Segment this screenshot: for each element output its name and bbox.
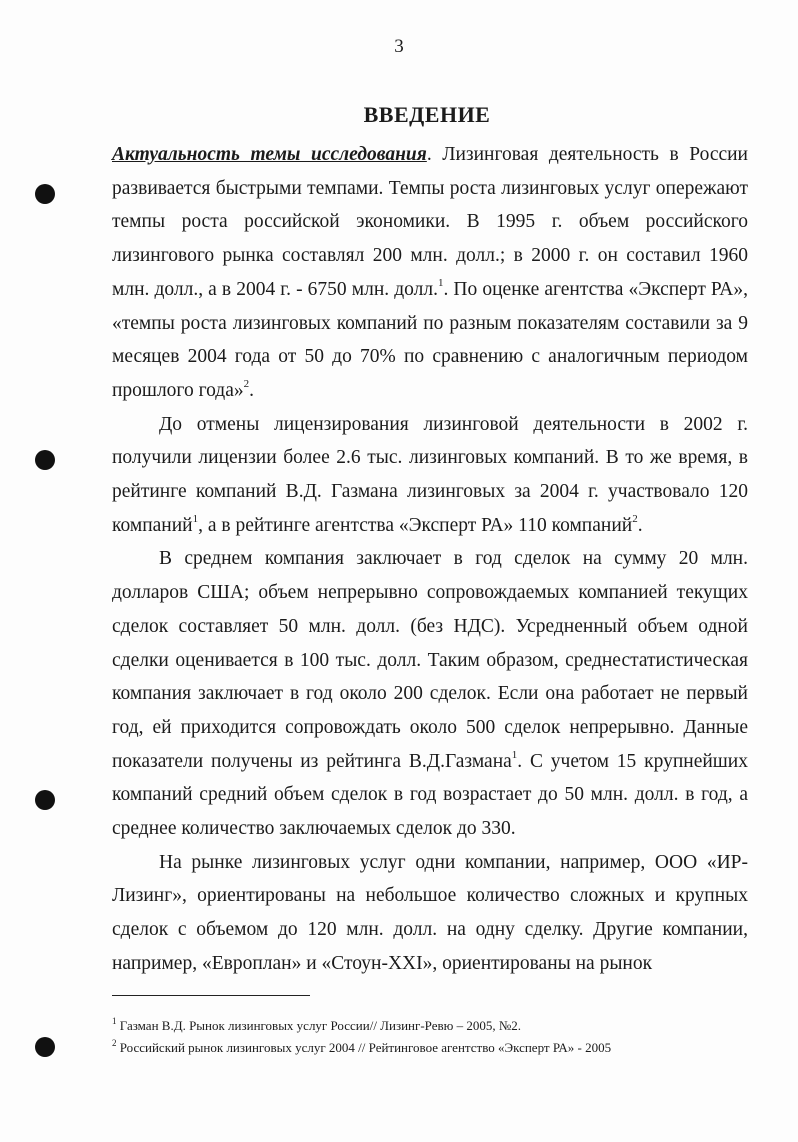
footnotes [112,1015,762,1059]
footnote-ref: 2 [632,513,638,526]
footnote-1: $^1$ Газман В.Д. Рынок лизинговых услуг России// Лизинг-Ревю – 2005, №2. [112,1015,521,1033]
footnote-rule [112,995,310,996]
footnote-ref: 1 [192,513,199,526]
binder-hole-3 [35,790,55,810]
relevance-heading: Актуальность темы исследования [112,144,427,165]
footnote-ref: 2 [243,378,250,391]
page-number: 3 [394,36,404,57]
paragraph-average-company: В среднем компания заключает в год сделок на сумму 20 млн. долларов США; объем непрерывно сопровождаемых компанией текущих сделок составляет 50 млн. долл. (без НДС). Усредненный объем одной сделки оценивается в 100 тыс. долл. Таким образом, среднестатистическая компания заключает в год около 200 сделок. Если она работает не первый год, ей приходится сопровождать около 500 сделок непрерывно. Данные показатели получены из рейтинга В.Д.Газмана$^1$. С учетом 15 крупнейших компаний средний объем сделок в год возрастает до 50 млн. долл. в год, а среднее количество заключаемых сделок до 330. [112,548,748,840]
footnote-ref: 1 [511,749,518,762]
paragraph-market: На рынке лизинговых услуг одни компании, например, ООО «ИР-Лизинг», ориентированы на небольшое количество сложных и крупных сделок с объемом до 120 млн. долл. на одну сделку. Другие компании, например, «Европлан» и «Стоун-XXI», ориентированы на рынок [112,851,748,974]
binder-hole-2 [35,450,55,470]
paragraph-licensing: До отмены лицензирования лизинговой деятельности в 2002 г. получили лицензии более 2.6 тыс. лизинговых компаний. В то же время, в рейтинге компаний В.Д. Газмана лизинговых за 2004 г. участвовало 120 компаний$^1$, а в рейтинге агентства «Эксперт РА» 110 компаний$^2$. [112,413,748,536]
footnote-2: $^2$ Российский рынок лизинговых услуг 2004 // Рейтинговое агентство «Эксперт РА» - 2005 [112,1037,612,1055]
paragraph-relevance: Актуальность темы исследования. Лизинговая деятельность в России развивается быстрыми темпами. Темпы роста лизинговых услуг опережают темпы роста российской экономики. В 1995 г. объем российского лизингового рынка составлял 200 млн. долл.; в 2000 г. он составил 1960 млн. долл., а в 2004 г. - 6750 млн. долл.$^1$. По оценке агентства «Эксперт РА», «темпы роста лизинговых компаний по разным показателям составили за 9 месяцев 2004 года от 50 до 70% по сравнению с аналогичным периодом прошлого года»$^2$. [112,144,748,401]
binder-hole-4 [35,1037,55,1057]
binder-hole-1 [35,184,55,204]
footnote-ref: 1 [437,277,444,290]
section-title: ВВЕДЕНИЕ [363,102,491,127]
main-text [112,138,748,981]
